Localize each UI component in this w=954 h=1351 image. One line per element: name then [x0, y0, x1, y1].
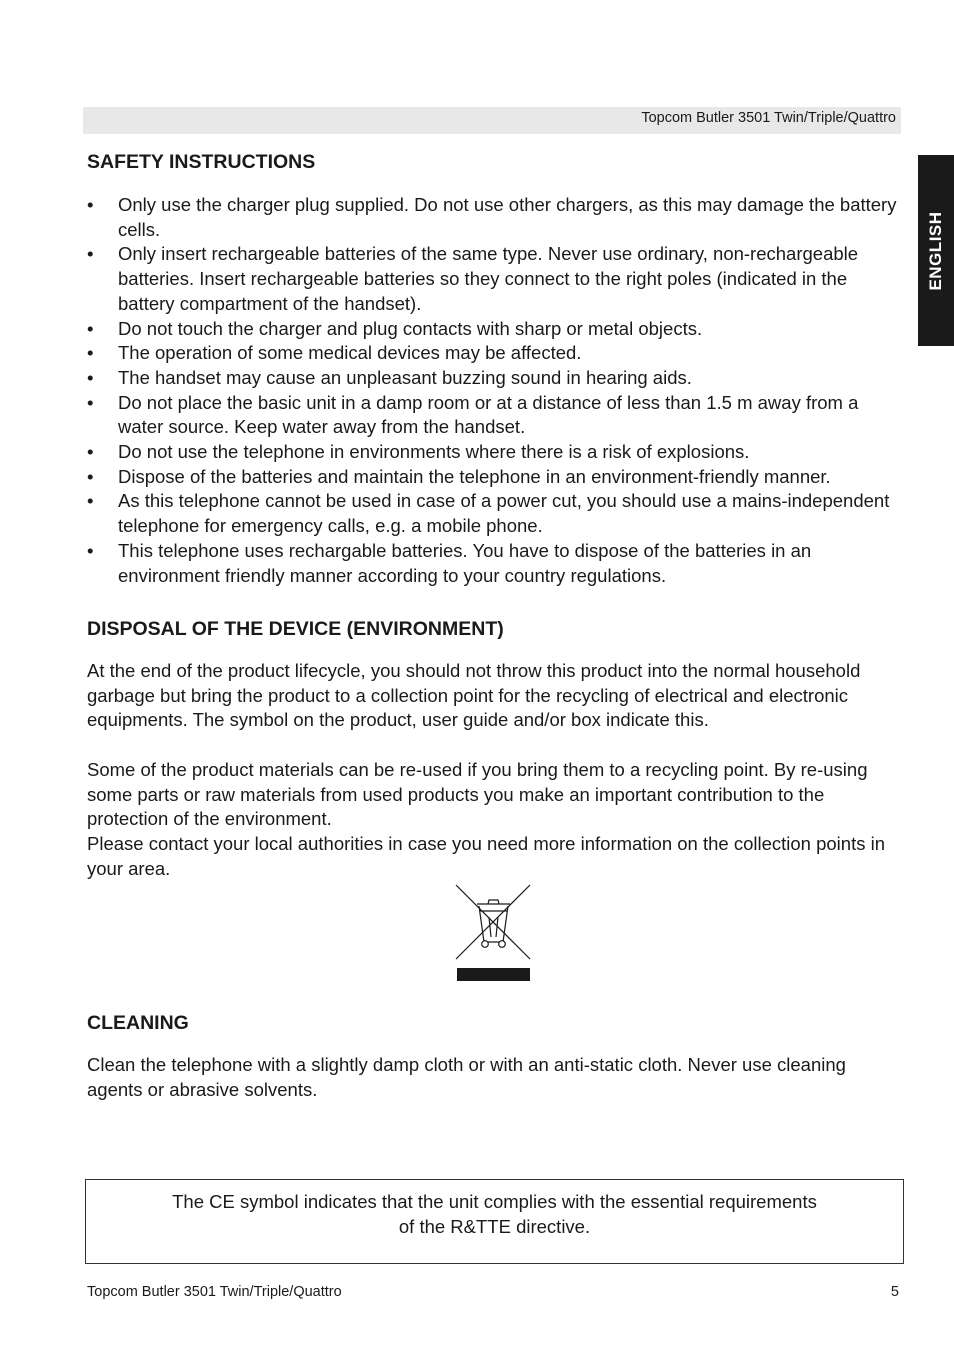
list-item: • As this telephone cannot be used in case of a power cut, you should use a mains-independent telephone for emergency calls, e.g. a mobile phone. — [87, 489, 902, 538]
list-item: • Dispose of the batteries and maintain the telephone in an environment-friendly manner. — [87, 465, 902, 490]
list-item: • The handset may cause an unpleasant buzzing sound in hearing aids. — [87, 366, 902, 391]
cleaning-paragraph: Clean the telephone with a slightly damp cloth or with an anti-static cloth. Never use cleaning agents or abrasive solvents. — [87, 1054, 846, 1100]
language-tab-label: ENGLISH — [926, 210, 945, 291]
list-item: • Do not use the telephone in environments where there is a risk of explosions. — [87, 440, 902, 465]
ce-notice-line-2: of the R&TTE directive. — [398, 1215, 591, 1237]
ce-notice-box — [85, 1179, 904, 1264]
cleaning-heading: CLEANING — [87, 1012, 189, 1034]
header-title: Topcom Butler 3501 Twin/Triple/Quattro — [641, 110, 896, 126]
footer-title: Topcom Butler 3501 Twin/Triple/Quattro — [87, 1284, 342, 1300]
crossed-out-wheelie-bin-icon — [455, 884, 531, 982]
list-item: • Do not touch the charger and plug contacts with sharp or metal objects. — [87, 317, 902, 342]
list-item: • Do not place the basic unit in a damp room or at a distance of less than 1.5 m away from a water source. Keep water away from the handset. — [87, 391, 902, 440]
disposal-heading: DISPOSAL OF THE DEVICE (ENVIRONMENT) — [87, 618, 504, 640]
list-item: • Only use the charger plug supplied. Do not use other chargers, as this may damage the battery cells. — [87, 193, 902, 242]
language-tab — [918, 155, 954, 346]
ce-notice-line-1: The CE symbol indicates that the unit complies with the essential requirements — [172, 1191, 817, 1212]
disposal-paragraph-3: Please contact your local authorities in case you need more information on the collection points in your area. — [87, 833, 886, 879]
disposal-paragraph-1: At the end of the product lifecycle, you should not throw this product into the normal household garbage but bring the product to a collection point for the recycling of electrical and electronic equipments. The symbol on the product, user guide and/or box indicate this. — [87, 660, 861, 731]
page-header-bar — [83, 107, 901, 134]
page-number: 5 — [890, 1284, 899, 1300]
safety-list — [87, 193, 902, 588]
disposal-paragraph-2: Some of the product materials can be re-used if you bring them to a recycling point. By re-using some parts or raw materials from used products you make an important contribution to the protection of the environment. — [87, 759, 868, 830]
list-item: • Only insert rechargeable batteries of the same type. Never use ordinary, non-rechargeable batteries. Insert rechargeable batteries so they connect to the right poles (indicated in the battery compartment of the handset). — [87, 242, 902, 316]
safety-heading: SAFETY INSTRUCTIONS — [87, 151, 316, 173]
list-item: • The operation of some medical devices may be affected. — [87, 341, 902, 366]
list-item: • This telephone uses rechargable batteries. You have to dispose of the batteries in an environment friendly manner according to your country regulations. — [87, 539, 902, 588]
